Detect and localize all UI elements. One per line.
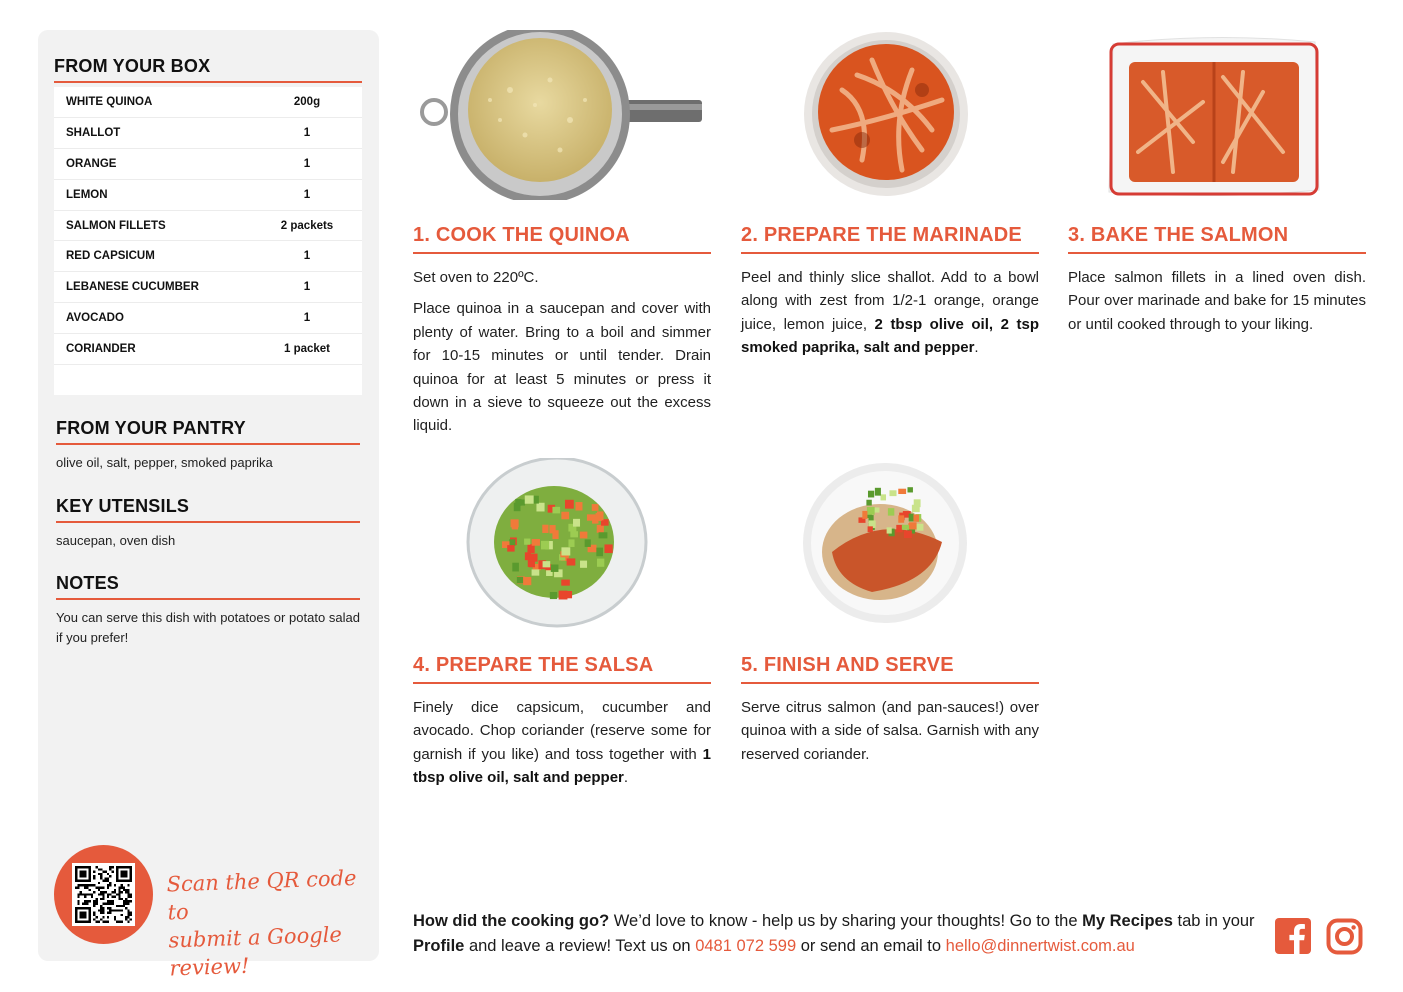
step-4-text	[413, 696, 711, 790]
ingredient-name: ORANGE	[66, 157, 117, 170]
salsa-bowl-photo	[466, 458, 648, 630]
qr-caption-line1: Scan the QR code to	[166, 865, 357, 925]
ingredient-row	[54, 333, 362, 364]
step-2	[741, 224, 1039, 360]
ingredients-table	[54, 87, 362, 365]
step-paragraph: Serve citrus salmon (and pan-sauces!) over quinoa with a side of salsa. Garnish with any reserved coriander.	[741, 699, 1039, 763]
ingredient-row	[54, 149, 362, 180]
step-paragraph: Finely dice capsicum, cucumber and avocado. Chop coriander (reserve some for garnish if you like) and toss together with 1 tbsp olive oil, salt and pepper.	[413, 699, 711, 787]
utensils-list: saucepan, oven dish	[56, 533, 176, 548]
ingredient-qty: 1	[303, 250, 311, 263]
notes-text: You can serve this dish with potatoes or potato salad if you prefer!	[56, 610, 360, 646]
step-5	[741, 654, 1039, 766]
ingredient-name: LEMON	[66, 188, 108, 201]
ingredient-row	[54, 272, 362, 303]
ingredient-qty: 200g	[293, 96, 321, 109]
from-your-box-section	[54, 56, 362, 395]
step-paragraph: Peel and thinly slice shallot. Add to a bowl along with zest from 1/2-1 orange, orange juice, lemon juice, 2 tbsp olive oil, 2 tsp smoked paprika, salt and pepper.	[741, 269, 1039, 357]
notes-heading: NOTES	[56, 573, 360, 600]
ingredient-name: SHALLOT	[66, 127, 121, 140]
ingredient-qty: 1	[303, 127, 311, 140]
facebook-icon	[1275, 918, 1311, 954]
ingredient-qty: 2 packets	[280, 219, 334, 232]
step-2-title: 2. PREPARE THE MARINADE	[741, 224, 1039, 254]
ingredient-qty: 1	[303, 311, 311, 324]
phone-link[interactable]: 0481 072 599	[695, 937, 797, 955]
ingredient-row	[54, 210, 362, 241]
quinoa-sieve-photo	[420, 30, 705, 200]
ingredient-row	[54, 179, 362, 210]
step-5-text	[741, 696, 1039, 766]
step-3-text	[1068, 266, 1366, 336]
ingredient-row	[54, 87, 362, 118]
step-4	[413, 654, 711, 790]
ingredient-name: CORIANDER	[66, 342, 136, 355]
marinade-bowl-photo	[802, 30, 970, 198]
ingredient-qty: 1	[303, 281, 311, 294]
notes-section	[56, 573, 360, 648]
from-your-pantry-section	[56, 418, 360, 473]
salmon-tray-photo	[1103, 32, 1323, 200]
ingredient-qty: 1 packet	[283, 342, 331, 355]
step-3-title: 3. BAKE THE SALMON	[1068, 224, 1366, 254]
ingredient-name: WHITE QUINOA	[66, 96, 153, 109]
review-footer: How did the cooking go? We’d love to know - help us by sharing your thoughts! Go to the My Recipes tab in your Profile and leave a review! Text us on 0481 072 599 or send an email to hello@dinnertwist.com.au	[413, 912, 1255, 955]
ingredient-name: RED CAPSICUM	[66, 250, 155, 263]
qr-code[interactable]	[72, 863, 135, 926]
ingredients-table-footer	[54, 365, 362, 395]
step-paragraph: Place quinoa in a saucepan and cover with plenty of water. Bring to a boil and simmer for 10-15 minutes or until tender. Drain quinoa for at least 5 minutes or press it down in a sieve to squeeze out the excess liquid.	[413, 300, 711, 435]
ingredient-name: SALMON FILLETS	[66, 219, 166, 232]
ingredient-qty: 1	[303, 157, 311, 170]
qr-caption-line2: submit a Google review!	[168, 922, 343, 981]
ingredient-qty: 1	[303, 188, 311, 201]
qr-review-area[interactable]	[54, 845, 364, 981]
plated-dish-photo	[802, 462, 968, 624]
key-utensils-heading: KEY UTENSILS	[56, 496, 360, 523]
step-1	[413, 224, 711, 438]
step-1-text	[413, 266, 711, 438]
step-2-text	[741, 266, 1039, 360]
key-utensils-section	[56, 496, 360, 551]
pantry-items: olive oil, salt, pepper, smoked paprika	[56, 455, 273, 470]
qr-badge	[54, 845, 153, 944]
from-your-pantry-heading: FROM YOUR PANTRY	[56, 418, 360, 445]
facebook-link[interactable]	[1275, 918, 1311, 959]
ingredient-name: AVOCADO	[66, 311, 124, 324]
step-1-title: 1. COOK THE QUINOA	[413, 224, 711, 254]
qr-caption	[166, 864, 370, 983]
step-paragraph: Place salmon fillets in a lined oven dish. Pour over marinade and bake for 15 minutes or until cooked through to your liking.	[1068, 269, 1366, 333]
step-3	[1068, 224, 1366, 336]
ingredient-row	[54, 241, 362, 272]
instagram-link[interactable]	[1326, 918, 1363, 960]
from-your-box-heading: FROM YOUR BOX	[54, 56, 362, 83]
instagram-icon	[1326, 918, 1363, 955]
step-5-title: 5. FINISH AND SERVE	[741, 654, 1039, 684]
step-paragraph: Set oven to 220ºC.	[413, 269, 539, 286]
ingredient-row	[54, 118, 362, 149]
sidebar	[38, 30, 379, 981]
ingredient-row	[54, 303, 362, 334]
ingredient-name: LEBANESE CUCUMBER	[66, 281, 199, 294]
email-link[interactable]: hello@dinnertwist.com.au	[945, 937, 1135, 955]
step-4-title: 4. PREPARE THE SALSA	[413, 654, 711, 684]
